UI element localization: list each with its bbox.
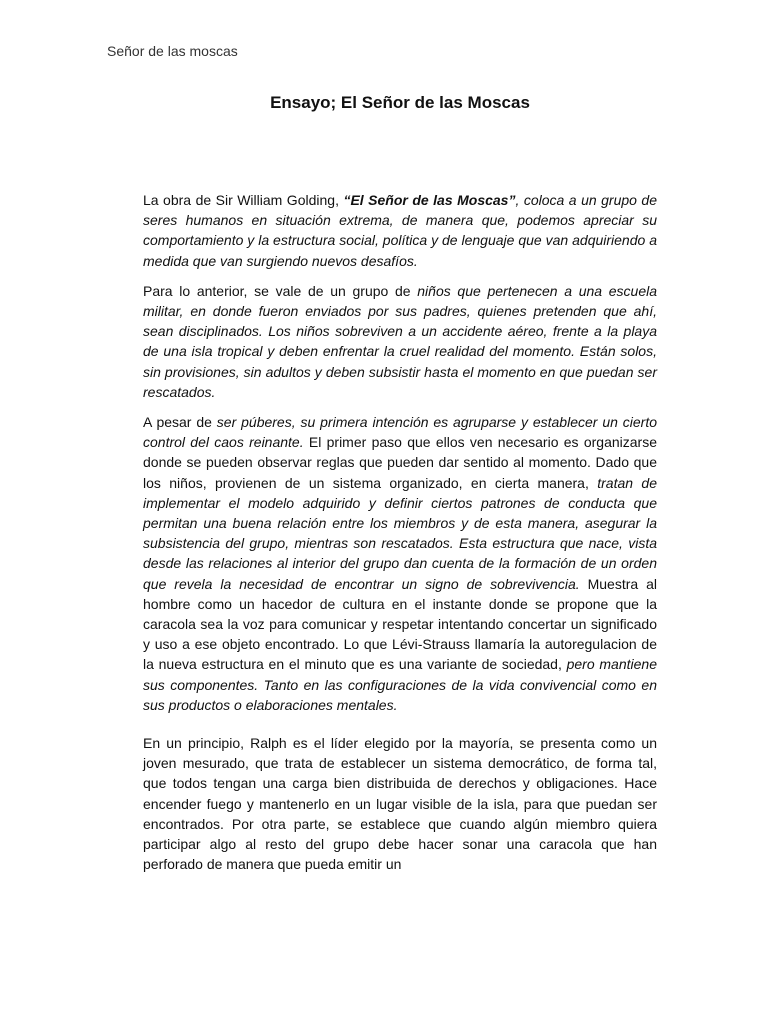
essay-body [143,190,657,885]
paragraph-3: A pesar de ser púberes, su primera intención es agruparse y establecer un cierto control del caos reinante. El primer paso que ellos ven necesario es organizarse donde se pueden observar reglas que pueden dar sentido al momento. Dado que los niños, provienen de un sistema organizado, en cierta manera, tratan de implementar el modelo adquirido y definir ciertos patrones de conducta que permitan una buena relación entre los miembros y de esta manera, asegurar la subsistencia del grupo, mientras son rescatados. Esta estructura que nace, vista desde las relaciones al interior del grupo dan cuenta de la formación de un orden que revela la necesidad de encontrar un signo de sobrevivencia. Muestra al hombre como un hacedor de cultura en el instante donde se propone que la caracola sea la voz para comunicar y respetar intentando concertar un significado y uso a ese objeto encontrado. Lo que Lévi-Strauss llamaría la autoregulacion de la nueva estructura en el minuto que es una variante de sociedad, pero mantiene sus componentes. Tanto en las configuraciones de la vida convivencial como en sus productos o elaboraciones mentales. [143,414,658,713]
paragraph-4: En un principio, Ralph es el líder elegido por la mayoría, se presenta como un joven mesurado, que trata de establecer un sistema democrático, de forma tal, que todos tengan una carga bien distribuida de derechos y obligaciones. Hace encender fuego y mantenerlo en un lugar visible de la isla, para que puedan ser encontrados. Por otra parte, se establece que cuando algún miembro quiera participar algo al resto del grupo debe hacer sonar una caracola que han perforado de manera que pueda emitir un [143,735,657,873]
running-header: Señor de las moscas [107,43,238,59]
document-title: Ensayo; El Señor de las Moscas [270,93,530,112]
paragraph-2: Para lo anterior, se vale de un grupo de niños que pertenecen a una escuela militar, en donde fueron enviados por sus padres, quienes pretenden que ahí, sean disciplinados. Los niños sobreviven a un accidente aéreo, frente a la playa de una isla tropical y deben enfrentar la cruel realidad del momento. Están solos, sin provisiones, sin adultos y deben subsistir hasta el momento en que puedan ser rescatados. [143,282,657,400]
paragraph-1: La obra de Sir William Golding, “El Señor de las Moscas”, coloca a un grupo de seres humanos en situación extrema, de manera que, podemos apreciar su comportamiento y la estructura social, política y de lenguaje que van adquiriendo a medida que van surgiendo nuevos desafíos. [143,192,657,269]
